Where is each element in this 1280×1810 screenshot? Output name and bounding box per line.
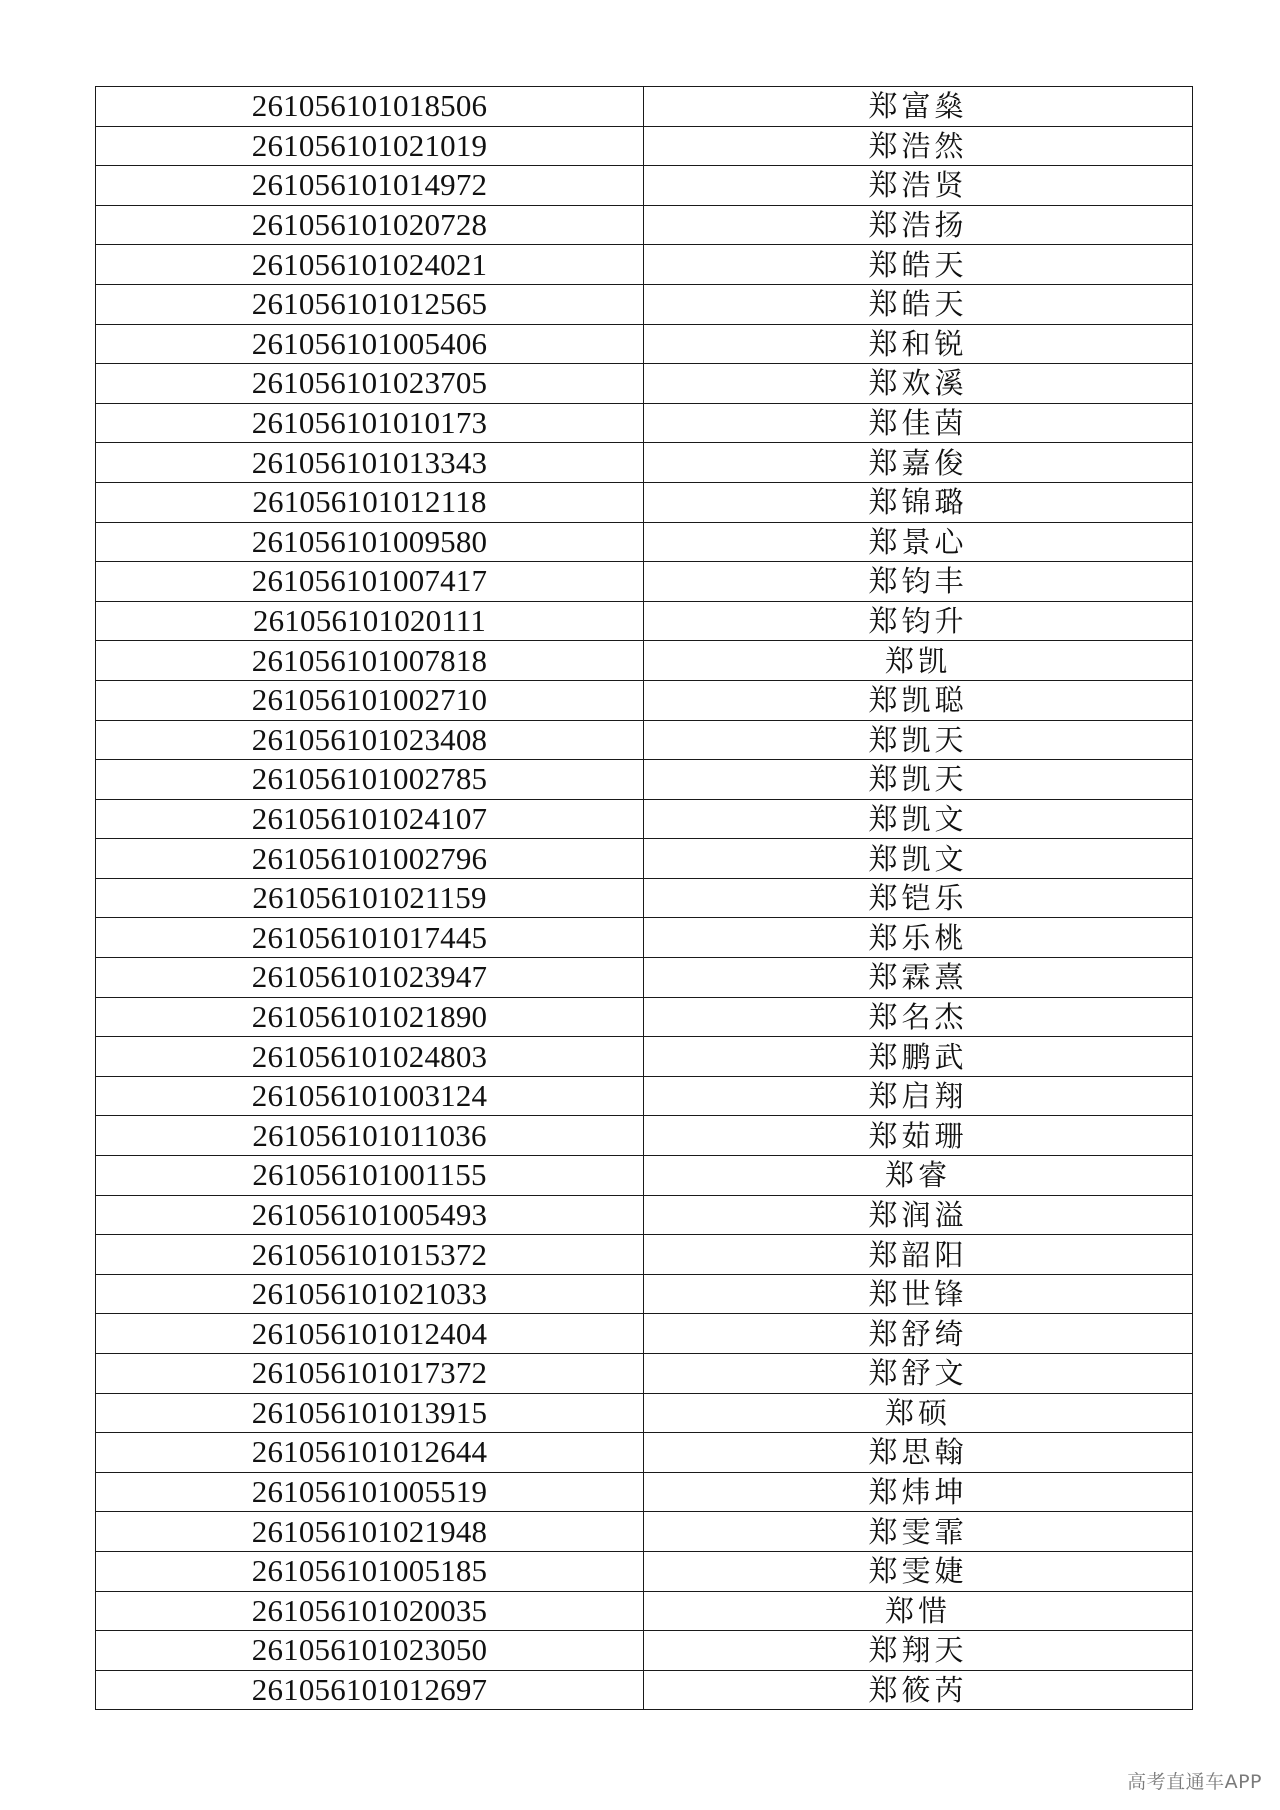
table-row bbox=[96, 522, 1193, 562]
candidate-name-cell: 郑佳茵 bbox=[644, 403, 1193, 443]
candidate-id-cell: 261056101023705 bbox=[96, 364, 644, 404]
table-row bbox=[96, 720, 1193, 760]
candidate-name-cell: 郑世锋 bbox=[644, 1274, 1193, 1314]
table-row bbox=[96, 680, 1193, 720]
table-row bbox=[96, 641, 1193, 681]
table-row bbox=[96, 918, 1193, 958]
candidate-id-cell: 261056101012565 bbox=[96, 284, 644, 324]
table-row bbox=[96, 364, 1193, 404]
table-row bbox=[96, 839, 1193, 879]
candidate-id-cell: 261056101021159 bbox=[96, 878, 644, 918]
candidate-name-cell: 郑皓天 bbox=[644, 284, 1193, 324]
candidate-id-cell: 261056101021948 bbox=[96, 1512, 644, 1552]
table-row bbox=[96, 1274, 1193, 1314]
candidate-id-cell: 261056101024021 bbox=[96, 245, 644, 285]
candidate-id-cell: 261056101013915 bbox=[96, 1393, 644, 1433]
table-row bbox=[96, 1116, 1193, 1156]
candidate-id-cell: 261056101005493 bbox=[96, 1195, 644, 1235]
candidate-name-cell: 郑皓天 bbox=[644, 245, 1193, 285]
candidate-name-cell: 郑翔天 bbox=[644, 1631, 1193, 1671]
candidate-name-cell: 郑乐桃 bbox=[644, 918, 1193, 958]
candidate-name-cell: 郑韶阳 bbox=[644, 1235, 1193, 1275]
roster-table bbox=[95, 86, 1193, 1710]
candidate-id-cell: 261056101002785 bbox=[96, 760, 644, 800]
table-row bbox=[96, 1512, 1193, 1552]
candidate-id-cell: 261056101012404 bbox=[96, 1314, 644, 1354]
candidate-id-cell: 261056101012118 bbox=[96, 482, 644, 522]
candidate-name-cell: 郑雯霏 bbox=[644, 1512, 1193, 1552]
table-row bbox=[96, 1670, 1193, 1710]
candidate-id-cell: 261056101012644 bbox=[96, 1433, 644, 1473]
candidate-name-cell: 郑凯文 bbox=[644, 799, 1193, 839]
candidate-name-cell: 郑景心 bbox=[644, 522, 1193, 562]
table-row bbox=[96, 1393, 1193, 1433]
candidate-name-cell: 郑舒文 bbox=[644, 1354, 1193, 1394]
candidate-id-cell: 261056101021890 bbox=[96, 997, 644, 1037]
table-row bbox=[96, 1314, 1193, 1354]
candidate-name-cell: 郑霖熹 bbox=[644, 958, 1193, 998]
candidate-name-cell: 郑锦璐 bbox=[644, 482, 1193, 522]
candidate-name-cell: 郑炜坤 bbox=[644, 1472, 1193, 1512]
table-row bbox=[96, 1156, 1193, 1196]
table-row bbox=[96, 1472, 1193, 1512]
candidate-id-cell: 261056101023947 bbox=[96, 958, 644, 998]
table-row bbox=[96, 166, 1193, 206]
candidate-name-cell: 郑钧丰 bbox=[644, 562, 1193, 602]
candidate-name-cell: 郑雯婕 bbox=[644, 1551, 1193, 1591]
table-row bbox=[96, 1076, 1193, 1116]
table-row bbox=[96, 997, 1193, 1037]
roster-table-body bbox=[96, 87, 1193, 1710]
candidate-id-cell: 261056101003124 bbox=[96, 1076, 644, 1116]
candidate-name-cell: 郑嘉俊 bbox=[644, 443, 1193, 483]
candidate-id-cell: 261056101002710 bbox=[96, 680, 644, 720]
candidate-id-cell: 261056101012697 bbox=[96, 1670, 644, 1710]
candidate-id-cell: 261056101005185 bbox=[96, 1551, 644, 1591]
table-row bbox=[96, 324, 1193, 364]
table-row bbox=[96, 958, 1193, 998]
table-row bbox=[96, 562, 1193, 602]
candidate-id-cell: 261056101023050 bbox=[96, 1631, 644, 1671]
candidate-id-cell: 261056101015372 bbox=[96, 1235, 644, 1275]
table-row bbox=[96, 126, 1193, 166]
table-row bbox=[96, 403, 1193, 443]
table-row bbox=[96, 1354, 1193, 1394]
candidate-id-cell: 261056101007818 bbox=[96, 641, 644, 681]
candidate-name-cell: 郑富燊 bbox=[644, 87, 1193, 127]
table-row bbox=[96, 443, 1193, 483]
candidate-name-cell: 郑思翰 bbox=[644, 1433, 1193, 1473]
candidate-id-cell: 261056101013343 bbox=[96, 443, 644, 483]
candidate-name-cell: 郑凯聪 bbox=[644, 680, 1193, 720]
table-row bbox=[96, 1631, 1193, 1671]
candidate-id-cell: 261056101011036 bbox=[96, 1116, 644, 1156]
candidate-id-cell: 261056101014972 bbox=[96, 166, 644, 206]
table-row bbox=[96, 87, 1193, 127]
candidate-id-cell: 261056101018506 bbox=[96, 87, 644, 127]
candidate-name-cell: 郑凯天 bbox=[644, 720, 1193, 760]
candidate-id-cell: 261056101009580 bbox=[96, 522, 644, 562]
candidate-name-cell: 郑铠乐 bbox=[644, 878, 1193, 918]
candidate-name-cell: 郑名杰 bbox=[644, 997, 1193, 1037]
candidate-name-cell: 郑欢溪 bbox=[644, 364, 1193, 404]
candidate-id-cell: 261056101020111 bbox=[96, 601, 644, 641]
candidate-name-cell: 郑浩贤 bbox=[644, 166, 1193, 206]
table-row bbox=[96, 1591, 1193, 1631]
candidate-id-cell: 261056101023408 bbox=[96, 720, 644, 760]
candidate-name-cell: 郑凯文 bbox=[644, 839, 1193, 879]
table-row bbox=[96, 1235, 1193, 1275]
candidate-id-cell: 261056101020728 bbox=[96, 205, 644, 245]
table-row bbox=[96, 760, 1193, 800]
candidate-id-cell: 261056101001155 bbox=[96, 1156, 644, 1196]
candidate-name-cell: 郑筱芮 bbox=[644, 1670, 1193, 1710]
candidate-name-cell: 郑钧升 bbox=[644, 601, 1193, 641]
candidate-name-cell: 郑鹏武 bbox=[644, 1037, 1193, 1077]
candidate-name-cell: 郑凯天 bbox=[644, 760, 1193, 800]
table-row bbox=[96, 1037, 1193, 1077]
candidate-name-cell: 郑硕 bbox=[644, 1393, 1193, 1433]
table-row bbox=[96, 1195, 1193, 1235]
candidate-id-cell: 261056101020035 bbox=[96, 1591, 644, 1631]
candidate-name-cell: 郑浩然 bbox=[644, 126, 1193, 166]
watermark-text: 高考直通车APP bbox=[1127, 1771, 1262, 1793]
table-row bbox=[96, 1551, 1193, 1591]
table-row bbox=[96, 799, 1193, 839]
candidate-name-cell: 郑惜 bbox=[644, 1591, 1193, 1631]
candidate-name-cell: 郑凯 bbox=[644, 641, 1193, 681]
candidate-name-cell: 郑浩扬 bbox=[644, 205, 1193, 245]
candidate-name-cell: 郑启翔 bbox=[644, 1076, 1193, 1116]
table-row bbox=[96, 1433, 1193, 1473]
candidate-id-cell: 261056101005406 bbox=[96, 324, 644, 364]
candidate-id-cell: 261056101017445 bbox=[96, 918, 644, 958]
candidate-id-cell: 261056101010173 bbox=[96, 403, 644, 443]
candidate-id-cell: 261056101005519 bbox=[96, 1472, 644, 1512]
table-row bbox=[96, 205, 1193, 245]
candidate-name-cell: 郑和锐 bbox=[644, 324, 1193, 364]
candidate-name-cell: 郑舒绮 bbox=[644, 1314, 1193, 1354]
candidate-name-cell: 郑茹珊 bbox=[644, 1116, 1193, 1156]
table-row bbox=[96, 878, 1193, 918]
candidate-id-cell: 261056101024107 bbox=[96, 799, 644, 839]
roster-table-container bbox=[95, 86, 1190, 1710]
table-row bbox=[96, 601, 1193, 641]
candidate-id-cell: 261056101024803 bbox=[96, 1037, 644, 1077]
candidate-id-cell: 261056101021033 bbox=[96, 1274, 644, 1314]
candidate-id-cell: 261056101007417 bbox=[96, 562, 644, 602]
candidate-id-cell: 261056101002796 bbox=[96, 839, 644, 879]
table-row bbox=[96, 482, 1193, 522]
candidate-name-cell: 郑睿 bbox=[644, 1156, 1193, 1196]
table-row bbox=[96, 245, 1193, 285]
candidate-id-cell: 261056101017372 bbox=[96, 1354, 644, 1394]
table-row bbox=[96, 284, 1193, 324]
candidate-name-cell: 郑润溢 bbox=[644, 1195, 1193, 1235]
candidate-id-cell: 261056101021019 bbox=[96, 126, 644, 166]
